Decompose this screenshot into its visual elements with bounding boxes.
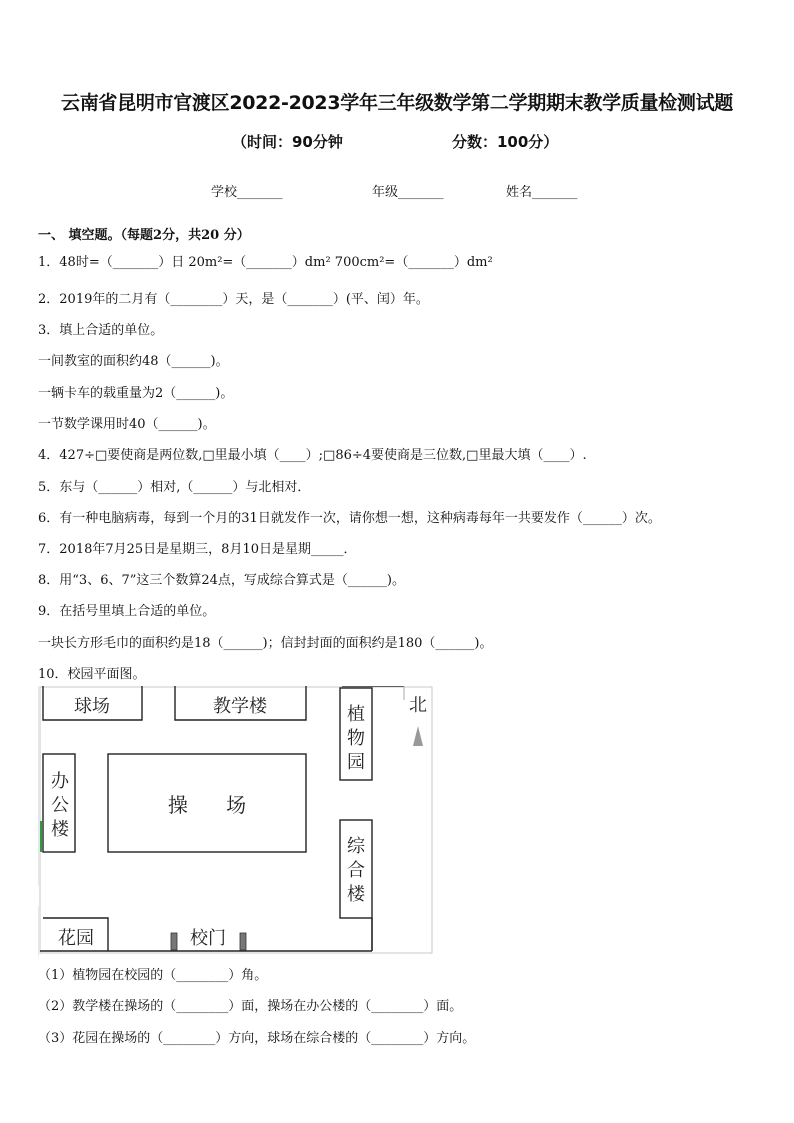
plant-garden-char-2: 物 [347,728,365,749]
office-building [41,754,75,852]
section-heading: 一、 填空题。（每题2分，共20 分） [38,228,250,243]
question-5: 5．东与（______）相对,（______）与北相对． [38,480,311,495]
playground-label: 操 场 [167,793,247,817]
question-1: 1．48时=（_______）日 20m²=（_______）dm² 700cm²=（_______）dm² [38,255,493,270]
complex-char-3: 楼 [347,884,365,905]
grade-field: 年级_______ [372,185,444,200]
question-3c: 一节数学课用时40（______)。 [38,417,216,432]
question-9a: 一块长方形毛巾的面积约是18（______)；信封封面的面积约是180（______)。 [38,636,493,651]
question-3a: 一间教室的面积约48（______)。 [38,354,229,369]
north-label: 北 [409,695,427,716]
question-3b: 一辆卡车的载重量为2（______)。 [38,386,234,401]
plant-garden-char-1: 植 [347,704,365,725]
school-field: 学校_______ [211,185,283,200]
gate-post-left [171,933,177,950]
subquestion-1: （1）植物园在校园的（________）角。 [38,968,268,983]
playground [108,754,306,852]
question-6: 6．有一种电脑病毒，每到一个月的31日就发作一次，请你想一想，这种病毒每年一共要发作（______）次。 [38,511,661,526]
office-char-1: 办 [51,771,69,792]
flower-garden-building [43,918,108,951]
gate-post-right [240,933,246,950]
question-9: 9．在括号里填上合适的单位。 [38,604,216,619]
plant-garden-char-3: 园 [347,752,365,773]
question-4: 4．427÷□要使商是两位数,□里最小填（____）;□86÷4要使商是三位数,□里最大填（____）. [38,448,587,463]
school-gate-label: 校门 [190,928,226,949]
complex-char-2: 合 [347,860,365,881]
teaching-building [175,686,306,720]
ball-court-label: 球场 [74,696,110,717]
page-title: 云南省昆明市官渡区2022-2023学年三年级数学第二学期期末教学质量检测试题 [61,92,733,114]
question-2: 2．2019年的二月有（________）天，是（_______）(平、闰）年。 [38,292,429,307]
teaching-building-label: 教学楼 [213,696,267,717]
exam-score: 分数：100分） [452,133,559,151]
complex-building [340,820,372,918]
subquestion-2: （2）教学楼在操场的（________）面，操场在办公楼的（________）面。 [38,999,463,1014]
office-char-2: 公 [51,795,69,816]
plant-garden-building [340,688,372,780]
complex-char-1: 综 [347,836,365,857]
north-arrow-icon [413,726,423,746]
question-7: 7．2018年7月25日是星期三，8月10日是星期_____． [38,542,357,557]
campus-map [38,686,438,956]
question-3: 3．填上合适的单位。 [38,323,164,338]
question-10: 10．校园平面图。 [38,667,146,682]
name-field: 姓名_______ [506,185,578,200]
school-gate [171,928,246,950]
flower-garden-label: 花园 [58,928,94,949]
ball-court-building [43,686,142,720]
exam-time: （时间：90分钟 [232,133,343,151]
question-8: 8．用“3、6、7”这三个数算24点，写成综合算式是（______)。 [38,573,405,588]
subquestion-3: （3）花园在操场的（________）方向，球场在综合楼的（________）方向。 [38,1031,476,1046]
office-char-3: 楼 [51,819,69,840]
north-arrow [404,686,427,746]
